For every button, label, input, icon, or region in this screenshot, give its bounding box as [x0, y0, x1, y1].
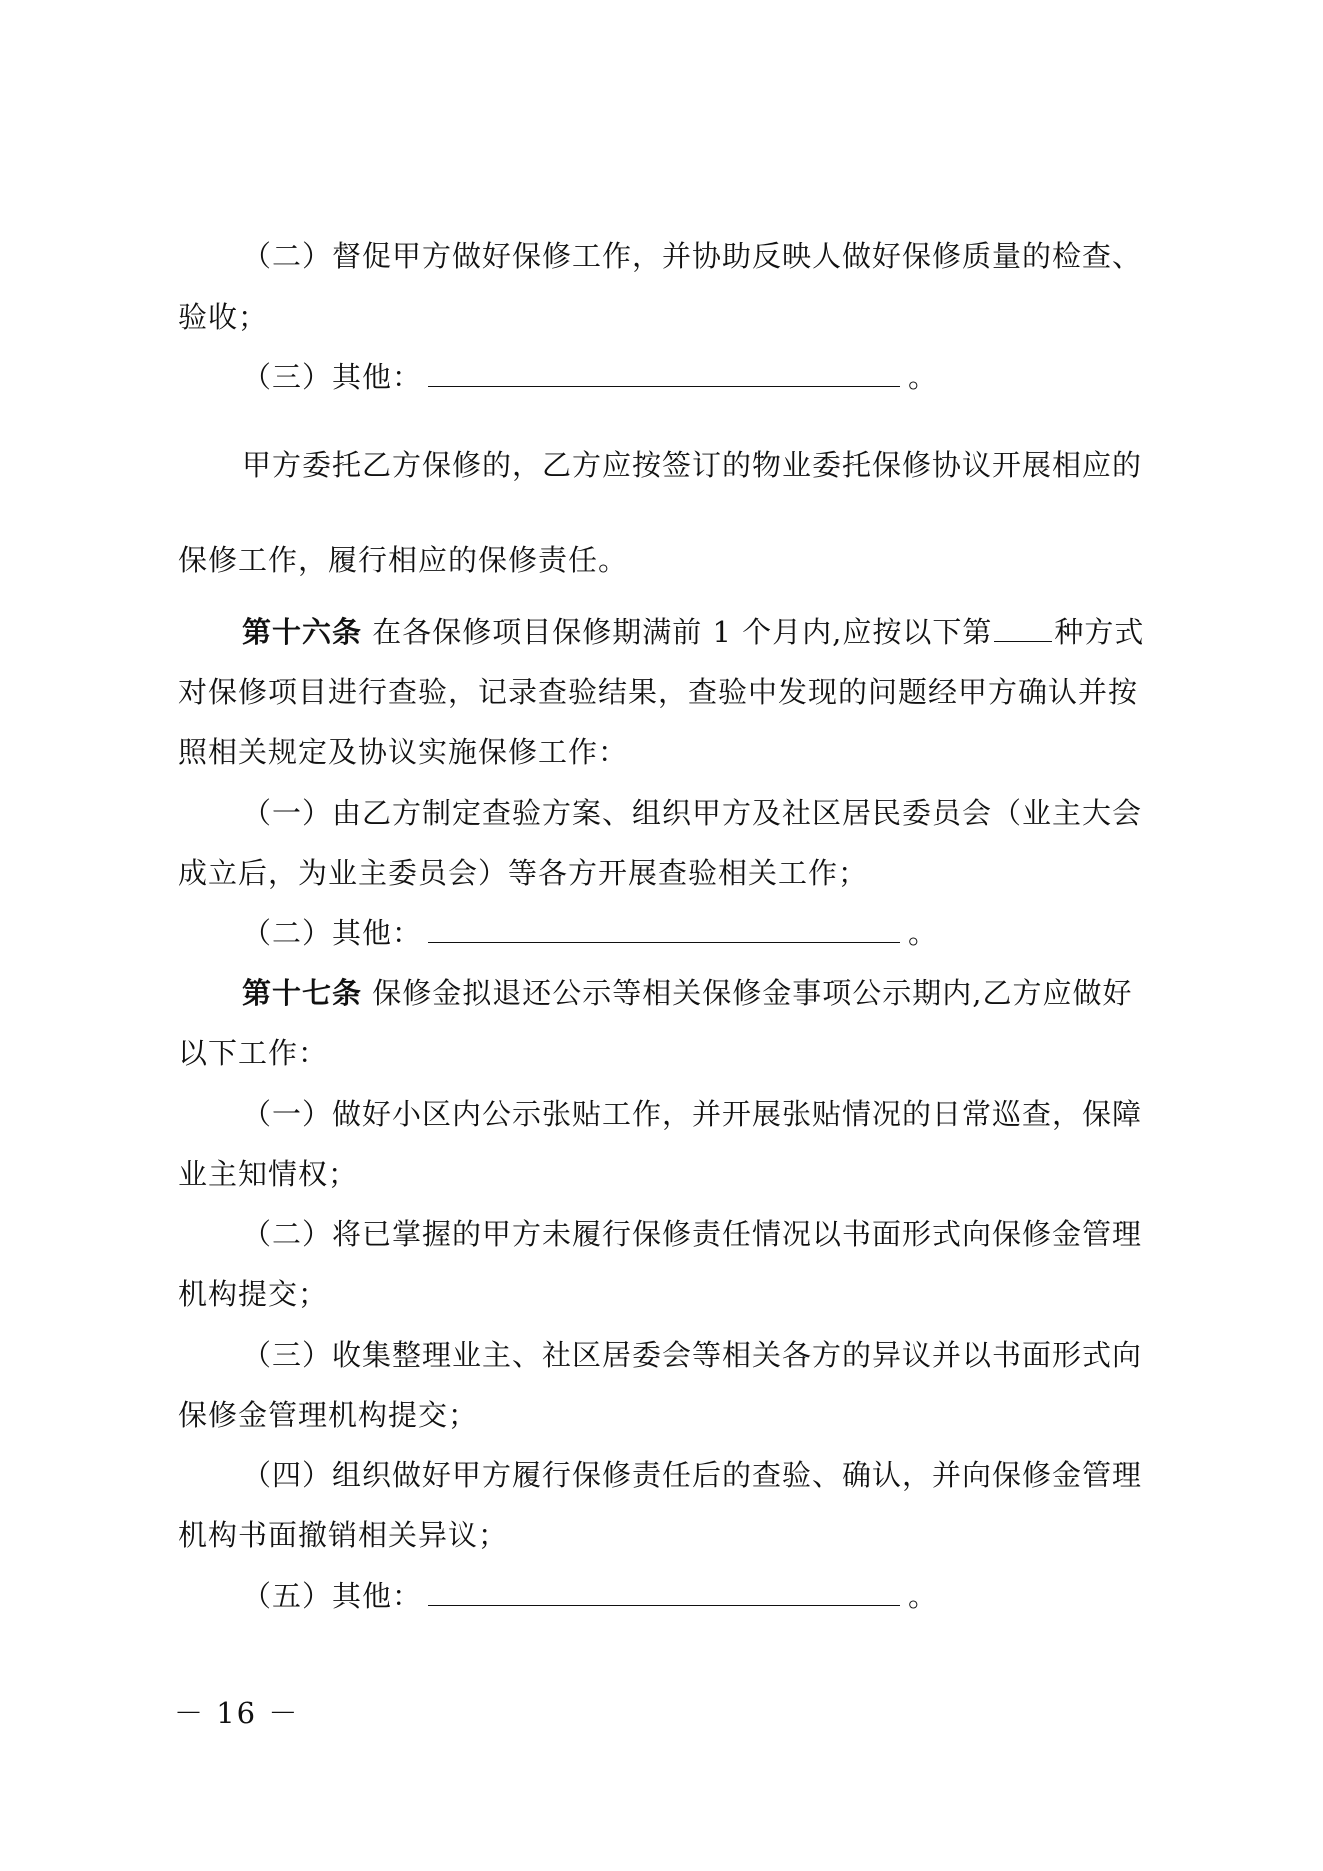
text: 种方式 — [1054, 615, 1145, 649]
text: 机构书面撤销相关异议； — [178, 1518, 509, 1552]
text: 照相关规定及协议实施保修工作： — [178, 735, 629, 769]
text: （三）收集整理业主、社区居委会等相关各方的异议并以书面形式向 — [242, 1338, 1143, 1372]
text: （二）督促甲方做好保修工作，并协助反映人做好保修质量的检查、 — [242, 239, 1143, 273]
paragraph-line — [178, 1515, 508, 1555]
paragraph-line — [242, 913, 938, 953]
text: 验收； — [178, 300, 269, 334]
text: 。 — [908, 360, 939, 394]
fill-in-blank — [994, 613, 1052, 642]
text: 对保修项目进行查验，记录查验结果，查验中发现的问题经甲方确认并按 — [178, 675, 1139, 709]
text: 保修工作，履行相应的保修责任。 — [178, 543, 629, 577]
fill-in-blank — [428, 914, 900, 943]
text: （一）由乙方制定查验方案、组织甲方及社区居民委员会（业主大会 — [242, 796, 1143, 830]
text: （四）组织做好甲方履行保修责任后的查验、确认，并向保修金管理 — [242, 1458, 1143, 1492]
paragraph-line — [242, 236, 1142, 276]
text: 业主知情权； — [178, 1157, 359, 1191]
article-17-heading-line — [242, 973, 1132, 1013]
paragraph-line — [242, 1094, 1142, 1134]
page-number: － 16 － — [174, 1696, 300, 1730]
text: 保修金拟退还公示等相关保修金事项公示期内,乙方应做好 — [372, 976, 1133, 1010]
paragraph-line — [242, 793, 1142, 833]
text: （五）其他： — [242, 1579, 423, 1613]
paragraph-line — [178, 1154, 358, 1194]
paragraph-line — [242, 1335, 1142, 1375]
text: 。 — [908, 916, 939, 950]
paragraph-line — [178, 1395, 478, 1435]
text: （二）其他： — [242, 916, 423, 950]
paragraph-line — [178, 853, 868, 893]
fill-in-blank — [428, 358, 900, 387]
text: 。 — [908, 1579, 939, 1613]
text: 在各保修项目保修期满前 1 个月内,应按以下第 — [372, 615, 993, 649]
paragraph-line — [178, 1274, 328, 1314]
paragraph-line — [178, 540, 628, 580]
text: 甲方委托乙方保修的，乙方应按签订的物业委托保修协议开展相应的 — [242, 448, 1143, 482]
paragraph-line — [242, 357, 938, 397]
text: （一）做好小区内公示张贴工作，并开展张贴情况的日常巡查，保障 — [242, 1097, 1143, 1131]
text: 机构提交； — [178, 1277, 329, 1311]
paragraph-line — [178, 1033, 328, 1073]
paragraph-line — [178, 297, 268, 337]
text: 保修金管理机构提交； — [178, 1398, 479, 1432]
paragraph-line — [178, 732, 628, 772]
paragraph-line — [242, 1576, 938, 1616]
text: 成立后，为业主委员会）等各方开展查验相关工作； — [178, 856, 869, 890]
paragraph-line — [242, 445, 1142, 485]
fill-in-blank — [428, 1577, 900, 1606]
paragraph-line — [178, 672, 1138, 712]
text: 以下工作： — [178, 1036, 329, 1070]
article-16-heading-line — [242, 612, 1144, 652]
text: （二）将已掌握的甲方未履行保修责任情况以书面形式向保修金管理 — [242, 1217, 1143, 1251]
article-number: 第十六条 — [242, 615, 363, 649]
paragraph-line — [242, 1455, 1142, 1495]
text: （三）其他： — [242, 360, 423, 394]
paragraph-line — [242, 1214, 1142, 1254]
article-number: 第十七条 — [242, 976, 363, 1010]
